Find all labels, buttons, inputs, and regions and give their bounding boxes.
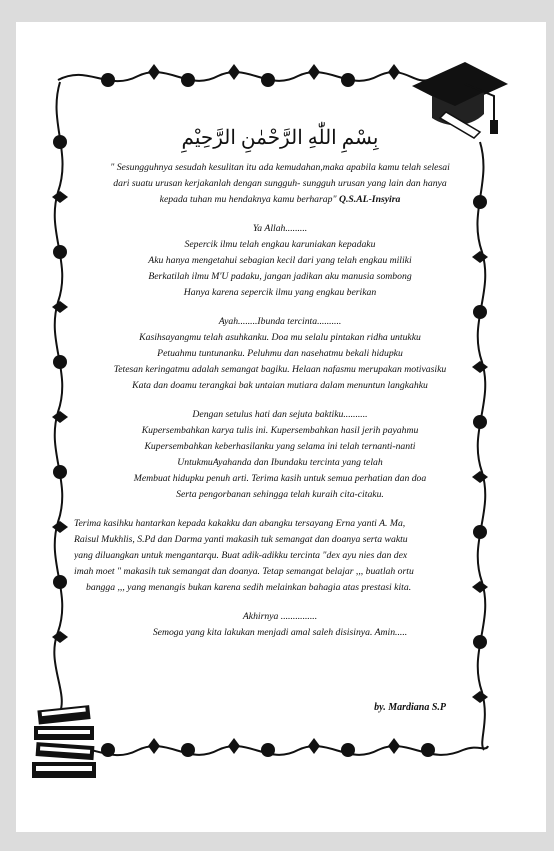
section-line: Kupersembahkan karya tulis ini. Kupersembahkan hasil jerih payahmu [141, 425, 419, 436]
section-line: Raisul Mukhlis, S.Pd dan Darma yanti makasih tuk semangat dan doanya serta waktu [74, 534, 408, 545]
opening-verse [74, 160, 486, 208]
section-line: UntukmuAyahanda dan Ibundaku tercinta yang telah [177, 457, 383, 468]
section-line: Terima kasihku hantarkan kepada kakakku dan abangku tersayang Erna yanti A. Ma, [74, 518, 406, 529]
section-allah [74, 221, 486, 301]
basmalah: بِسْمِ اللّٰهِ الرَّحْمٰنِ الرَّحِيْمِ [181, 127, 379, 149]
section-line: bangga ,,, yang menangis bukan karena sedih melainkan bahagia atas prestasi kita. [86, 582, 412, 593]
section-line: Sepercik ilmu telah engkau karuniakan kepadaku [184, 239, 376, 250]
section-line: Semoga yang kita lakukan menjadi amal saleh disisinya. Amin..... [152, 627, 408, 638]
section-line: Kata dan doamu terangkai bak untaian mutiara dalam menuntun langkahku [132, 380, 428, 391]
section-line: Kasihsayangmu telah asuhkanku. Doa mu selalu pintakan ridha untukku [139, 332, 421, 343]
section-line: yang diluangkan untuk mengantarqu. Buat adik-adikku tercinta "dex ayu nies dan dex [74, 550, 408, 561]
section-line: imah moet " makasih tuk semangat dan doanya. Tetap semangat belajar ,,, buatlah ortu [74, 566, 414, 577]
section-line: Tetesan keringatmu adalah semangat bagiku. Helaan nafasmu merupakan motivasiku [113, 364, 447, 375]
section-parents [74, 314, 486, 394]
section-line: Berkatilah ilmu M'U padaku, jangan jadikan aku manusia sombong [148, 271, 412, 282]
opening-line: dari suatu urusan kerjakanlah dengan sungguh- sungguh urusan yang lain dan hanya [113, 178, 447, 189]
section-heading: Akhirnya ............... [242, 611, 318, 622]
section-heading: Ayah........Ibunda tercinta.......... [218, 316, 342, 327]
section-line: Kupersembahkan keberhasilanku yang selama ini telah ternanti-nanti [144, 441, 416, 452]
section-line: Membuat hidupku penuh arti. Terima kasih untuk semua perhatian dan doa [133, 473, 427, 484]
section-dedication [74, 407, 486, 503]
section-line: Petuahmu tuntunanku. Peluhmu dan nasehatmu bekali hidupku [157, 348, 403, 359]
opening-line: " Sesungguhnya sesudah kesulitan itu ada kemudahan,maka apabila kamu telah selesai [110, 162, 450, 173]
opening-line: kepada tuhan mu hendaknya kamu berharap" Q.S.AL-Insyira [159, 194, 401, 205]
section-line: Serta pengorbanan sehingga telah kuraih cita-citaku. [176, 489, 384, 500]
section-line: Hanya karena sepercik ilmu yang engkau berikan [183, 287, 377, 298]
section-heading: Ya Allah......... [252, 223, 308, 234]
letter-content [74, 118, 486, 738]
section-heading: Dengan setulus hati dan sejuta baktiku.......... [192, 409, 368, 420]
section-line: Aku hanya mengetahui sebagian kecil dari yang telah engkau miliki [148, 255, 412, 266]
verse-source: Q.S.AL-Insyira [338, 194, 401, 205]
signature: by. Mardiana S.P [374, 702, 446, 713]
section-thanks [74, 516, 486, 596]
section-closing [74, 609, 486, 641]
